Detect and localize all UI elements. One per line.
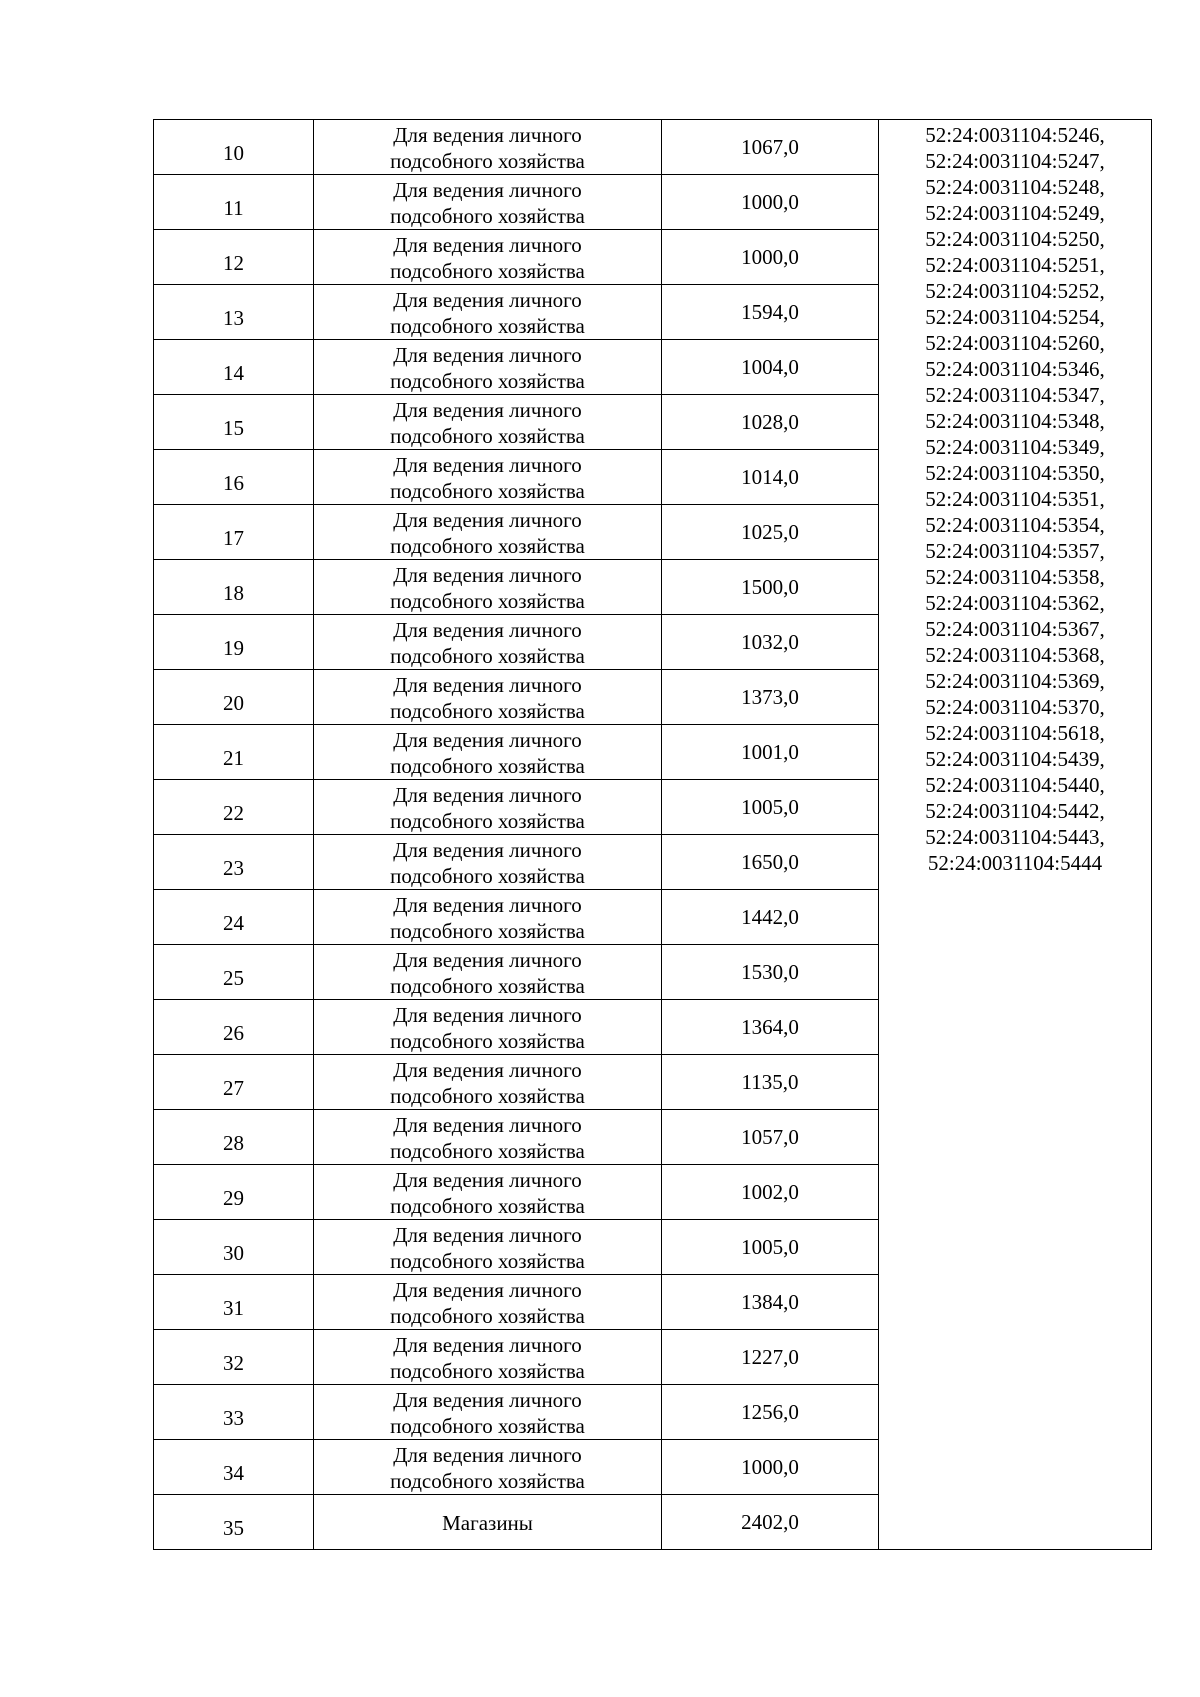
row-number-cell: 31 — [154, 1275, 314, 1330]
land-use-line: подсобного хозяйства — [390, 204, 585, 228]
row-number-cell: 23 — [154, 835, 314, 890]
row-number-cell: 29 — [154, 1165, 314, 1220]
land-use-cell — [314, 450, 662, 505]
row-number-cell: 14 — [154, 340, 314, 395]
land-use-cell — [314, 615, 662, 670]
row-number-cell: 15 — [154, 395, 314, 450]
cadastral-number: 52:24:0031104:5618, — [925, 721, 1105, 745]
row-number-cell: 27 — [154, 1055, 314, 1110]
cadastral-number: 52:24:0031104:5369, — [925, 669, 1105, 693]
land-use-line: Для ведения личного — [393, 948, 582, 972]
land-use-line: Магазины — [442, 1511, 533, 1535]
land-use-line: Для ведения личного — [393, 1443, 582, 1467]
cadastral-number: 52:24:0031104:5362, — [925, 591, 1105, 615]
area-cell: 1384,0 — [662, 1275, 879, 1330]
area-cell: 1004,0 — [662, 340, 879, 395]
land-use-line: подсобного хозяйства — [390, 534, 585, 558]
area-cell: 1028,0 — [662, 395, 879, 450]
cadastral-number: 52:24:0031104:5370, — [925, 695, 1105, 719]
area-cell: 1005,0 — [662, 1220, 879, 1275]
land-use-line: Для ведения личного — [393, 1333, 582, 1357]
land-use-line: подсобного хозяйства — [390, 479, 585, 503]
land-use-line: подсобного хозяйства — [390, 314, 585, 338]
area-cell: 1032,0 — [662, 615, 879, 670]
land-use-cell — [314, 120, 662, 175]
row-number-cell: 32 — [154, 1330, 314, 1385]
area-cell: 1650,0 — [662, 835, 879, 890]
cadastral-number: 52:24:0031104:5251, — [925, 253, 1105, 277]
cadastral-number: 52:24:0031104:5249, — [925, 201, 1105, 225]
row-number-cell: 18 — [154, 560, 314, 615]
land-use-cell — [314, 1440, 662, 1495]
land-use-cell — [314, 230, 662, 285]
area-cell: 1000,0 — [662, 230, 879, 285]
land-use-line: подсобного хозяйства — [390, 369, 585, 393]
land-use-line: подсобного хозяйства — [390, 1304, 585, 1328]
land-use-line: Для ведения личного — [393, 288, 582, 312]
table-body — [154, 120, 1152, 1550]
land-use-line: Для ведения личного — [393, 1058, 582, 1082]
land-use-cell — [314, 1000, 662, 1055]
cadastral-number: 52:24:0031104:5368, — [925, 643, 1105, 667]
land-use-line: подсобного хозяйства — [390, 149, 585, 173]
row-number-cell: 22 — [154, 780, 314, 835]
area-cell: 1005,0 — [662, 780, 879, 835]
land-use-line: Для ведения личного — [393, 783, 582, 807]
area-cell: 1500,0 — [662, 560, 879, 615]
land-use-cell — [314, 1495, 662, 1550]
land-use-line: подсобного хозяйства — [390, 1469, 585, 1493]
row-number-cell: 10 — [154, 120, 314, 175]
area-cell: 1000,0 — [662, 175, 879, 230]
area-cell: 1014,0 — [662, 450, 879, 505]
cadastral-number: 52:24:0031104:5348, — [925, 409, 1105, 433]
area-cell: 1373,0 — [662, 670, 879, 725]
land-use-cell — [314, 1330, 662, 1385]
cadastral-number: 52:24:0031104:5247, — [925, 149, 1105, 173]
cadastral-number: 52:24:0031104:5248, — [925, 175, 1105, 199]
table-row — [154, 120, 1152, 175]
land-use-cell — [314, 670, 662, 725]
land-use-line: Для ведения личного — [393, 1003, 582, 1027]
land-use-cell — [314, 1275, 662, 1330]
land-use-cell — [314, 835, 662, 890]
row-number-cell: 35 — [154, 1495, 314, 1550]
land-use-line: подсобного хозяйства — [390, 644, 585, 668]
land-use-line: подсобного хозяйства — [390, 1029, 585, 1053]
area-cell: 1364,0 — [662, 1000, 879, 1055]
area-cell: 1594,0 — [662, 285, 879, 340]
land-use-line: Для ведения личного — [393, 1388, 582, 1412]
land-use-line: подсобного хозяйства — [390, 589, 585, 613]
land-use-line: Для ведения личного — [393, 1223, 582, 1247]
row-number-cell: 34 — [154, 1440, 314, 1495]
row-number-cell: 12 — [154, 230, 314, 285]
land-use-line: подсобного хозяйства — [390, 1249, 585, 1273]
area-cell: 1067,0 — [662, 120, 879, 175]
land-use-line: Для ведения личного — [393, 618, 582, 642]
area-cell: 1135,0 — [662, 1055, 879, 1110]
cadastral-number: 52:24:0031104:5349, — [925, 435, 1105, 459]
row-number-cell: 33 — [154, 1385, 314, 1440]
row-number-cell: 26 — [154, 1000, 314, 1055]
land-use-line: подсобного хозяйства — [390, 259, 585, 283]
land-use-line: подсобного хозяйства — [390, 754, 585, 778]
land-use-cell — [314, 945, 662, 1000]
land-use-cell — [314, 1220, 662, 1275]
land-use-line: Для ведения личного — [393, 123, 582, 147]
row-number-cell: 30 — [154, 1220, 314, 1275]
row-number-cell: 19 — [154, 615, 314, 670]
cadastral-number: 52:24:0031104:5440, — [925, 773, 1105, 797]
land-use-line: подсобного хозяйства — [390, 424, 585, 448]
land-use-cell — [314, 505, 662, 560]
cadastral-number: 52:24:0031104:5354, — [925, 513, 1105, 537]
cadastral-number: 52:24:0031104:5252, — [925, 279, 1105, 303]
land-use-cell — [314, 1165, 662, 1220]
land-use-line: Для ведения личного — [393, 893, 582, 917]
land-use-cell — [314, 1385, 662, 1440]
area-cell: 1025,0 — [662, 505, 879, 560]
land-use-line: подсобного хозяйства — [390, 1084, 585, 1108]
area-cell: 1442,0 — [662, 890, 879, 945]
cadastral-number: 52:24:0031104:5351, — [925, 487, 1105, 511]
land-use-cell — [314, 340, 662, 395]
land-use-cell — [314, 725, 662, 780]
row-number-cell: 16 — [154, 450, 314, 505]
cadastral-number: 52:24:0031104:5358, — [925, 565, 1105, 589]
cadastral-number: 52:24:0031104:5250, — [925, 227, 1105, 251]
land-use-line: подсобного хозяйства — [390, 699, 585, 723]
land-use-line: Для ведения личного — [393, 233, 582, 257]
area-cell: 1000,0 — [662, 1440, 879, 1495]
land-use-line: Для ведения личного — [393, 563, 582, 587]
cadastral-number: 52:24:0031104:5442, — [925, 799, 1105, 823]
land-use-line: подсобного хозяйства — [390, 1414, 585, 1438]
row-number-cell: 17 — [154, 505, 314, 560]
land-use-cell — [314, 780, 662, 835]
cadastral-number: 52:24:0031104:5443, — [925, 825, 1105, 849]
land-use-line: Для ведения личного — [393, 453, 582, 477]
cadastral-number: 52:24:0031104:5357, — [925, 539, 1105, 563]
area-cell: 1227,0 — [662, 1330, 879, 1385]
land-use-line: подсобного хозяйства — [390, 864, 585, 888]
land-use-cell — [314, 890, 662, 945]
area-cell: 1057,0 — [662, 1110, 879, 1165]
row-number-cell: 20 — [154, 670, 314, 725]
cadastral-numbers-cell — [879, 120, 1152, 1550]
cadastral-number: 52:24:0031104:5350, — [925, 461, 1105, 485]
land-use-line: Для ведения личного — [393, 1113, 582, 1137]
row-number-cell: 13 — [154, 285, 314, 340]
land-use-line: подсобного хозяйства — [390, 1139, 585, 1163]
cadastral-number: 52:24:0031104:5260, — [925, 331, 1105, 355]
land-use-cell — [314, 285, 662, 340]
land-use-line: подсобного хозяйства — [390, 809, 585, 833]
land-use-line: Для ведения личного — [393, 1278, 582, 1302]
row-number-cell: 21 — [154, 725, 314, 780]
land-use-line: Для ведения личного — [393, 673, 582, 697]
area-cell: 1530,0 — [662, 945, 879, 1000]
land-use-line: Для ведения личного — [393, 1168, 582, 1192]
land-use-line: подсобного хозяйства — [390, 1359, 585, 1383]
land-use-line: Для ведения личного — [393, 838, 582, 862]
land-use-line: Для ведения личного — [393, 508, 582, 532]
cadastral-number: 52:24:0031104:5439, — [925, 747, 1105, 771]
area-cell: 2402,0 — [662, 1495, 879, 1550]
cadastral-number: 52:24:0031104:5347, — [925, 383, 1105, 407]
cadastral-number: 52:24:0031104:5346, — [925, 357, 1105, 381]
land-use-cell — [314, 395, 662, 450]
area-cell: 1256,0 — [662, 1385, 879, 1440]
land-use-line: Для ведения личного — [393, 728, 582, 752]
cadastral-number: 52:24:0031104:5444 — [927, 851, 1103, 875]
land-plots-table — [153, 119, 1152, 1550]
area-cell: 1001,0 — [662, 725, 879, 780]
row-number-cell: 11 — [154, 175, 314, 230]
row-number-cell: 28 — [154, 1110, 314, 1165]
cadastral-number: 52:24:0031104:5246, — [925, 123, 1105, 147]
land-use-line: Для ведения личного — [393, 178, 582, 202]
land-use-line: Для ведения личного — [393, 343, 582, 367]
row-number-cell: 25 — [154, 945, 314, 1000]
cadastral-number: 52:24:0031104:5367, — [925, 617, 1105, 641]
land-use-cell — [314, 1055, 662, 1110]
land-use-line: подсобного хозяйства — [390, 919, 585, 943]
cadastral-number: 52:24:0031104:5254, — [925, 305, 1105, 329]
land-use-line: подсобного хозяйства — [390, 974, 585, 998]
land-use-line: подсобного хозяйства — [390, 1194, 585, 1218]
land-use-line: Для ведения личного — [393, 398, 582, 422]
land-use-cell — [314, 175, 662, 230]
area-cell: 1002,0 — [662, 1165, 879, 1220]
row-number-cell: 24 — [154, 890, 314, 945]
land-use-cell — [314, 1110, 662, 1165]
land-use-cell — [314, 560, 662, 615]
